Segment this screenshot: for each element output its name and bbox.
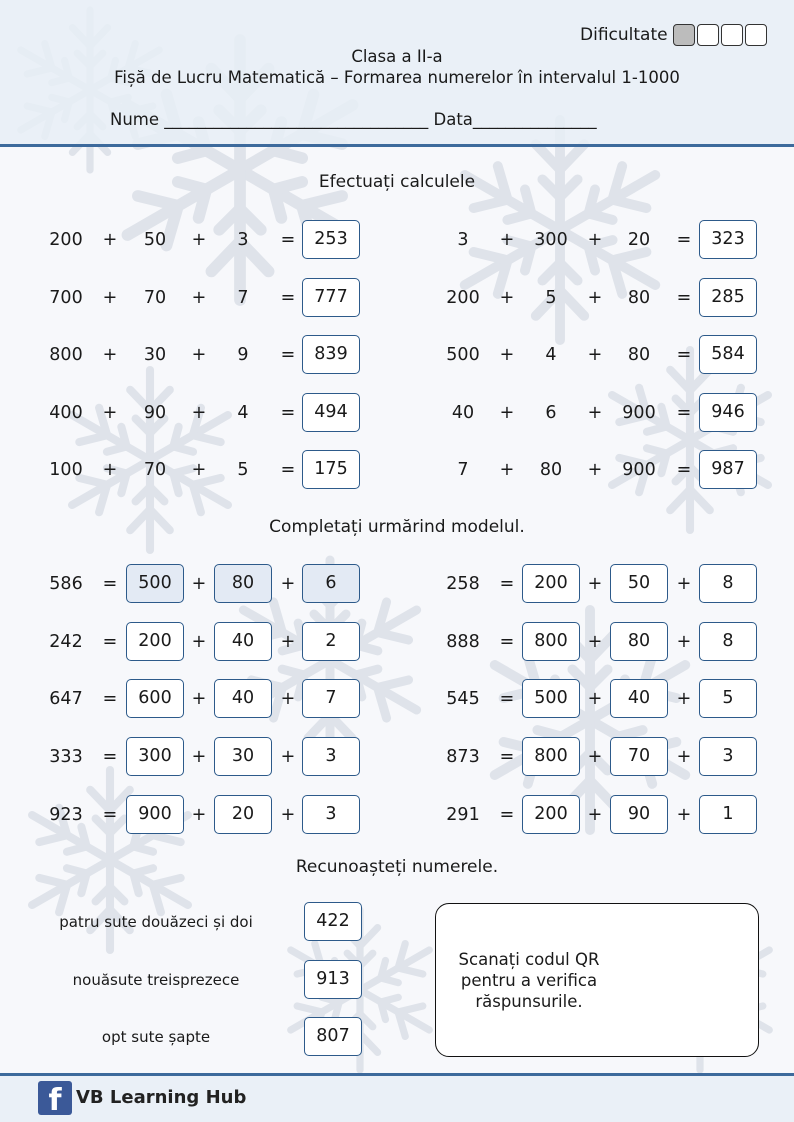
addend-tens: 70 [143,288,167,308]
addend-units: 5 [237,460,249,480]
addend-tens: 300 [534,230,568,250]
number-answer-box[interactable]: 807 [304,1017,362,1056]
addend-tens: 80 [539,460,563,480]
addend-hundreds: 200 [49,230,83,250]
plus-sign: + [587,460,603,480]
section3-title: Recunoașteți numerele. [295,857,499,877]
addend-units: 4 [237,403,249,423]
plus-sign: + [587,403,603,423]
addend-hundreds: 40 [451,403,475,423]
answer-box[interactable]: 175 [302,450,360,489]
plus-sign: + [191,403,207,423]
plus-sign: + [587,288,603,308]
plus-sign: + [191,345,207,365]
hundreds-box[interactable]: 300 [126,737,184,776]
plus-sign: + [587,632,603,652]
target-number: 242 [49,632,83,652]
answer-box[interactable]: 494 [302,393,360,432]
plus-sign: + [191,689,207,709]
hundreds-box[interactable]: 900 [126,795,184,834]
hundreds-box[interactable]: 600 [126,679,184,718]
plus-sign: + [499,230,515,250]
addend-tens: 90 [143,403,167,423]
plus-sign: + [587,747,603,767]
plus-sign: + [102,230,118,250]
addend-hundreds: 100 [49,460,83,480]
addend-hundreds: 800 [49,345,83,365]
plus-sign: + [587,689,603,709]
plus-sign: + [191,574,207,594]
equals-sign: = [499,747,515,767]
answer-box[interactable]: 323 [699,220,757,259]
equals-sign: = [676,460,692,480]
section1-title: Efectuați calculele [318,172,476,192]
addend-tens: 6 [545,403,557,423]
answer-box[interactable]: 987 [699,450,757,489]
plus-sign: + [676,632,692,652]
tens-box[interactable]: 50 [610,564,668,603]
addend-tens: 5 [545,288,557,308]
target-number: 873 [446,747,480,767]
answer-box[interactable]: 777 [302,278,360,317]
target-number: 258 [446,574,480,594]
equals-sign: = [676,230,692,250]
units-box[interactable]: 7 [302,679,360,718]
addend-hundreds: 7 [457,460,469,480]
addend-hundreds: 500 [446,345,480,365]
hundreds-box[interactable]: 200 [126,622,184,661]
addend-units: 80 [627,288,651,308]
addend-hundreds: 400 [49,403,83,423]
addend-units: 7 [237,288,249,308]
facebook-icon[interactable]: f [38,1081,72,1115]
plus-sign: + [587,574,603,594]
plus-sign: + [587,230,603,250]
plus-sign: + [191,460,207,480]
target-number: 586 [49,574,83,594]
answer-box[interactable]: 839 [302,335,360,374]
plus-sign: + [191,805,207,825]
hundreds-box[interactable]: 200 [522,564,580,603]
answer-box[interactable]: 946 [699,393,757,432]
addend-hundreds: 200 [446,288,480,308]
target-number: 291 [446,805,480,825]
plus-sign: + [280,574,296,594]
equals-sign: = [102,747,118,767]
units-box[interactable]: 8 [699,622,757,661]
plus-sign: + [499,403,515,423]
difficulty-label: Dificultate [580,25,668,45]
plus-sign: + [676,747,692,767]
addend-units: 9 [237,345,249,365]
tens-box[interactable]: 90 [610,795,668,834]
number-in-words: patru sute douăzeci și doi [59,913,253,931]
difficulty-box [697,24,719,46]
equals-sign: = [280,460,296,480]
answer-box[interactable]: 584 [699,335,757,374]
answer-box[interactable]: 285 [699,278,757,317]
plus-sign: + [191,747,207,767]
units-box[interactable]: 8 [699,564,757,603]
equals-sign: = [676,288,692,308]
equals-sign: = [499,805,515,825]
equals-sign: = [499,632,515,652]
addend-tens: 70 [143,460,167,480]
plus-sign: + [676,805,692,825]
section2-title: Completați urmărind modelul. [269,517,525,537]
difficulty-indicator [580,23,767,47]
header-divider [0,144,794,147]
units-box[interactable]: 3 [699,737,757,776]
answer-box[interactable]: 253 [302,220,360,259]
plus-sign: + [102,403,118,423]
hundreds-box[interactable]: 200 [522,795,580,834]
addend-units: 20 [627,230,651,250]
tens-box[interactable]: 40 [214,679,272,718]
difficulty-box-filled [673,24,695,46]
plus-sign: + [191,632,207,652]
units-box[interactable]: 5 [699,679,757,718]
plus-sign: + [191,288,207,308]
hundreds-box[interactable]: 500 [522,679,580,718]
plus-sign: + [676,689,692,709]
hundreds-box[interactable]: 800 [522,622,580,661]
plus-sign: + [499,288,515,308]
equals-sign: = [676,403,692,423]
grade-label: Clasa a II-a [351,47,443,66]
target-number: 647 [49,689,83,709]
addend-tens: 30 [143,345,167,365]
tens-box[interactable]: 40 [610,679,668,718]
name-date-line: Nume ________________________________ Data_______________ [110,110,597,129]
addend-units: 900 [622,403,656,423]
units-box[interactable]: 3 [302,795,360,834]
addend-hundreds: 3 [457,230,469,250]
plus-sign: + [191,230,207,250]
plus-sign: + [280,805,296,825]
equals-sign: = [280,288,296,308]
target-number: 888 [446,632,480,652]
plus-sign: + [102,345,118,365]
tens-box[interactable]: 80 [610,622,668,661]
tens-box[interactable]: 80 [214,564,272,603]
difficulty-box [721,24,743,46]
number-in-words: opt sute șapte [101,1028,211,1046]
tens-box[interactable]: 30 [214,737,272,776]
units-box[interactable]: 1 [699,795,757,834]
equals-sign: = [102,689,118,709]
addend-units: 900 [622,460,656,480]
plus-sign: + [280,747,296,767]
target-number: 545 [446,689,480,709]
hundreds-box[interactable]: 500 [126,564,184,603]
brand-name: VB Learning Hub [76,1087,247,1108]
qr-instruction: Scanați codul QR pentru a verifica răspunsurile. [458,950,600,1011]
equals-sign: = [499,574,515,594]
equals-sign: = [280,403,296,423]
equals-sign: = [102,805,118,825]
tens-box[interactable]: 70 [610,737,668,776]
plus-sign: + [280,632,296,652]
addend-tens: 50 [143,230,167,250]
plus-sign: + [676,574,692,594]
target-number: 923 [49,805,83,825]
addend-tens: 4 [545,345,557,365]
difficulty-box [745,24,767,46]
addend-units: 80 [627,345,651,365]
worksheet-title: Fișă de Lucru Matematică – Formarea numerelor în intervalul 1-1000 [114,68,680,87]
plus-sign: + [587,345,603,365]
tens-box[interactable]: 40 [214,622,272,661]
plus-sign: + [499,345,515,365]
target-number: 333 [49,747,83,767]
addend-hundreds: 700 [49,288,83,308]
units-box[interactable]: 2 [302,622,360,661]
plus-sign: + [102,460,118,480]
number-answer-box[interactable]: 913 [304,960,362,999]
plus-sign: + [280,689,296,709]
plus-sign: + [102,288,118,308]
number-in-words: nouăsute treisprezece [72,971,240,989]
number-answer-box[interactable]: 422 [304,902,362,941]
hundreds-box[interactable]: 800 [522,737,580,776]
plus-sign: + [499,460,515,480]
equals-sign: = [280,230,296,250]
plus-sign: + [587,805,603,825]
equals-sign: = [676,345,692,365]
units-box[interactable]: 6 [302,564,360,603]
equals-sign: = [102,632,118,652]
addend-units: 3 [237,230,249,250]
equals-sign: = [499,689,515,709]
tens-box[interactable]: 20 [214,795,272,834]
equals-sign: = [280,345,296,365]
equals-sign: = [102,574,118,594]
units-box[interactable]: 3 [302,737,360,776]
